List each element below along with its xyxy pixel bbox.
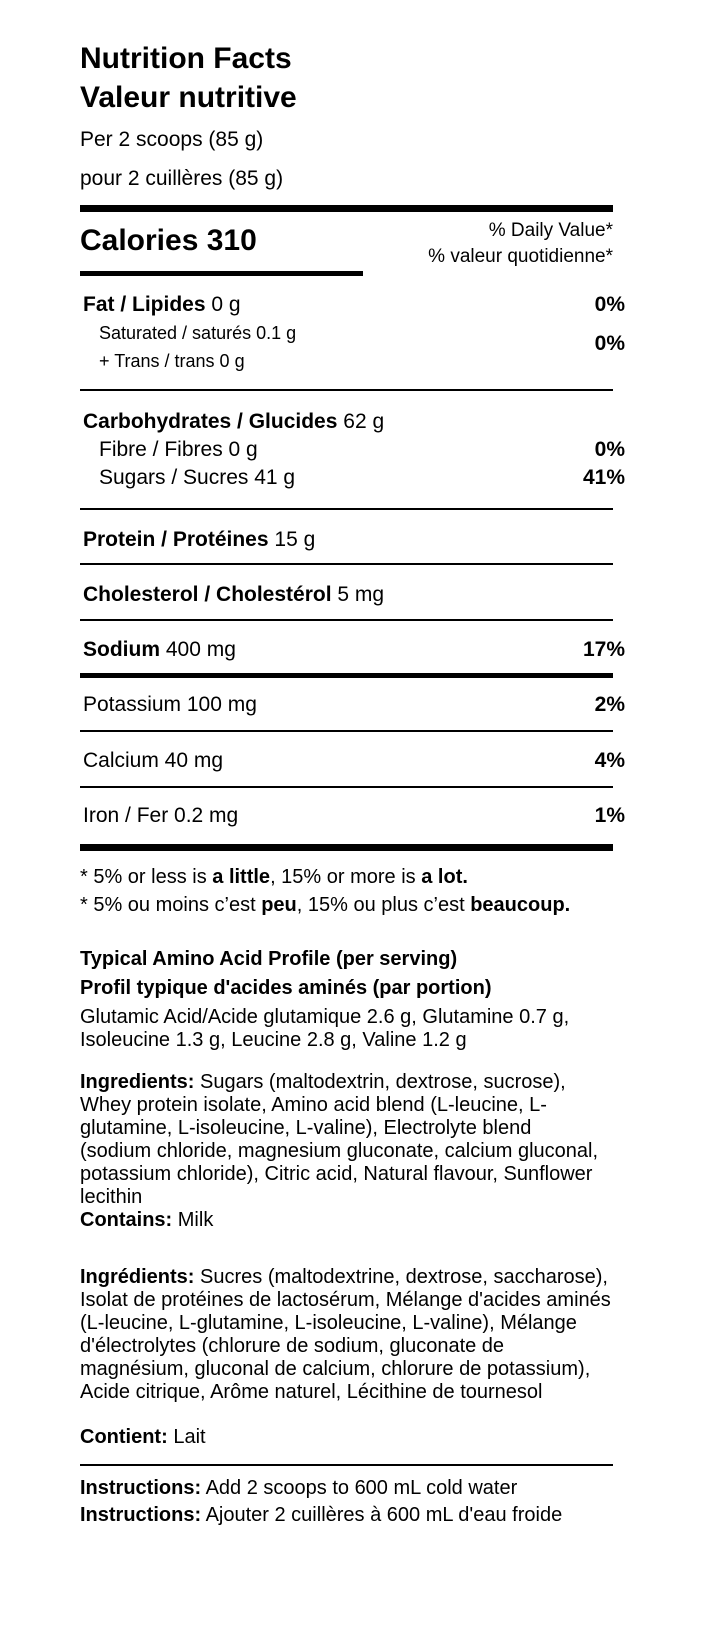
divider: [80, 730, 613, 732]
saturated-row: Saturated / saturés 0.1 g: [99, 323, 297, 343]
daily-value-header-en: % Daily Value*: [488, 220, 613, 241]
instructions-fr-label: Instructions:: [80, 1504, 202, 1526]
footnote-en-text: , 15% or more is: [270, 866, 422, 888]
thick-rule-top: [80, 205, 613, 212]
carbs-row: [83, 410, 384, 434]
sodium-row: [83, 638, 236, 662]
cholesterol-row: [83, 583, 384, 607]
footnote-en-text: * 5% or less is: [80, 866, 213, 888]
footnote-fr-beaucoup: beaucoup.: [470, 894, 571, 916]
serving-size-en: Per 2 scoops (85 g): [80, 128, 264, 151]
calories-rule: [80, 271, 363, 276]
divider: [80, 786, 613, 788]
ingredients-fr-label: Ingrédients:: [80, 1266, 195, 1288]
fibre-dv: 0%: [594, 438, 625, 461]
footnote-en-lot: a lot.: [421, 866, 468, 888]
ingredients-en-text: Sugars (maltodextrin, dextrose, sucrose), Whey protein isolate, Amino acid blend (L-leucine, L-glutamine, L-isoleucine, L-valine), Electrolyte blend (sodium chloride, magnesium gluconate, calcium gluconal, potassium chloride), Citric acid, Natural flavour, Sunflower lecithin: [80, 1071, 599, 1208]
amino-profile-text: Glutamic Acid/Acide glutamique 2.6 g, Glutamine 0.7 g, Isoleucine 1.3 g, Leucine 2.8 g, Valine 1.2 g: [80, 1006, 570, 1051]
title-fr: Valeur nutritive: [80, 81, 297, 114]
calcium-row: Calcium 40 mg: [83, 749, 224, 772]
fat-row: [83, 293, 241, 317]
footnote-fr-peu: peu: [261, 894, 297, 916]
footnote-fr-text: , 15% ou plus c’est: [296, 894, 471, 916]
divider: [80, 563, 613, 565]
thick-rule-bottom: [80, 844, 613, 851]
divider: [80, 1464, 613, 1466]
carbs-amount: 62 g: [343, 410, 385, 433]
ingredients-en: [80, 1071, 602, 1209]
carbs-label: Carbohydrates / Glucides: [83, 410, 338, 433]
instructions-fr: [80, 1504, 562, 1527]
divider: [80, 508, 613, 510]
sodium-dv: 17%: [582, 638, 625, 661]
iron-row: Iron / Fer 0.2 mg: [83, 804, 239, 827]
cholesterol-label: Cholesterol / Cholestérol: [83, 583, 332, 606]
amino-title-fr: Profil typique d'acides aminés (par portion): [80, 977, 492, 999]
instructions-en-label: Instructions:: [80, 1477, 202, 1499]
fat-dv: 0%: [594, 293, 625, 316]
ingredients-en-label: Ingredients:: [80, 1071, 195, 1093]
contains-fr-label: Contient:: [80, 1426, 168, 1448]
footnote-en-little: a little: [212, 866, 271, 888]
ingredients-fr-text: Sucres (maltodextrine, dextrose, saccharose), Isolat de protéines de lactosérum, Mélange d'acides aminés (L-leucine, L-glutamine, L-isoleucine, L-valine), Mélange d'électrolytes (chlorure de sodium, gluconate de magnésium, gluconal de calcium, chlorure de potassium), Acide citrique, Arôme naturel, Lécithine de tournesol: [80, 1266, 611, 1403]
amino-title-en: Typical Amino Acid Profile (per serving): [80, 948, 458, 970]
protein-label: Protein / Protéines: [83, 528, 269, 551]
ingredients-fr: [80, 1266, 612, 1404]
saturated-trans-dv: 0%: [594, 332, 625, 355]
title-en: Nutrition Facts: [80, 42, 292, 75]
thick-rule-mid: [80, 673, 613, 678]
contains-fr-value: Lait: [167, 1426, 206, 1448]
sugars-row: Sugars / Sucres 41 g: [99, 466, 296, 489]
instructions-en: [80, 1477, 517, 1500]
sodium-label: Sodium: [83, 638, 160, 661]
cholesterol-amount: 5 mg: [337, 583, 385, 606]
divider: [80, 389, 613, 391]
sugars-dv: 41%: [582, 466, 625, 489]
footnote-fr-text: * 5% ou moins c’est: [80, 894, 262, 916]
daily-value-header-fr: % valeur quotidienne*: [428, 246, 613, 267]
fat-label: Fat / Lipides: [83, 293, 206, 316]
contains-en-label: Contains:: [80, 1209, 173, 1231]
protein-row: [83, 528, 315, 552]
calcium-dv: 4%: [594, 749, 625, 772]
iron-dv: 1%: [594, 804, 625, 827]
trans-row: + Trans / trans 0 g: [99, 351, 245, 371]
potassium-dv: 2%: [594, 693, 625, 716]
instructions-fr-text: Ajouter 2 cuillères à 600 mL d'eau froide: [201, 1504, 563, 1526]
divider: [80, 619, 613, 621]
serving-size-fr: pour 2 cuillères (85 g): [80, 167, 284, 190]
instructions-en-text: Add 2 scoops to 600 mL cold water: [201, 1477, 518, 1499]
footnote-en: [80, 866, 468, 889]
footnote-fr: [80, 894, 570, 917]
contains-en-value: Milk: [172, 1209, 214, 1231]
fibre-row: Fibre / Fibres 0 g: [99, 438, 258, 461]
fat-amount: 0 g: [211, 293, 241, 316]
protein-amount: 15 g: [274, 528, 316, 551]
potassium-row: Potassium 100 mg: [83, 693, 257, 716]
sodium-amount: 400 mg: [165, 638, 236, 661]
contains-fr: [80, 1426, 206, 1449]
calories-label: Calories 310: [80, 224, 257, 257]
contains-en: [80, 1209, 213, 1232]
